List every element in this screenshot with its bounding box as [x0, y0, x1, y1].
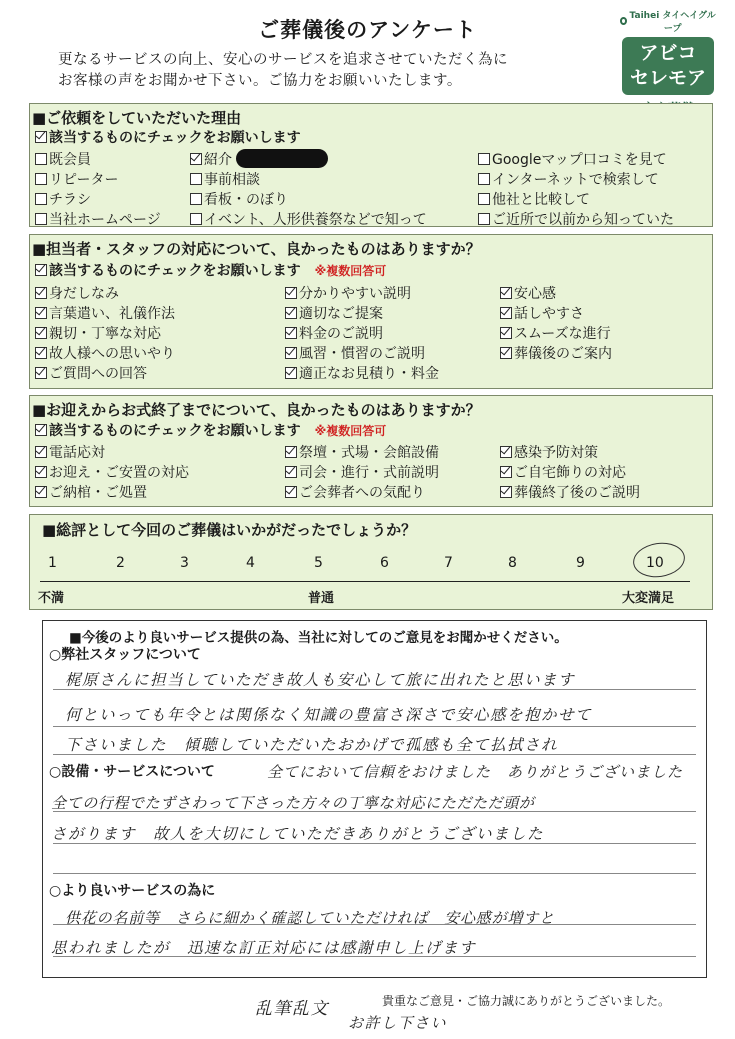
scale-number[interactable]: 2	[116, 555, 125, 571]
section-staff: ■担当者・スタッフの対応について、良かったものはありますか？ 該当するものにチェックをお願いします ※複数回答可 身だしなみ 分かりやすい説明 安心感 言葉遣い、礼儀作法 適切なご提案 話しやすさ 親切・丁寧な対応 料金のご説明 スムーズな進行 故人様への思いやり 風習・慣習のご説明 葬儀後のご案内 ご質問への回答 適正なお見積り・料金	[29, 234, 713, 389]
handwritten-improve-1: 供花の名前等 さらに細かく確認していただければ 安心感が増すと	[65, 909, 555, 927]
handwritten-footer-2: お許し下さい	[348, 1014, 448, 1032]
scale-high-label: 大変満足	[622, 591, 675, 606]
section-reason: ■ご依頼をしていただいた理由 該当するものにチェックをお願いします 既会員 紹介 Googleマップ口コミを見て リピーター 事前相談 インターネットで検索して チラシ 看板・のぼり 他社と比較して 当社ホームページ イベント、人形供養祭などで知って ご近所で以前から知っていた	[29, 103, 713, 227]
scale-number[interactable]: 9	[576, 555, 585, 571]
checkbox[interactable]	[35, 173, 47, 185]
facility-label: ○設備・サービスについて	[49, 764, 215, 780]
checkbox[interactable]	[500, 446, 512, 458]
redaction	[236, 149, 328, 168]
section-heading: ■総評として今回のご葬儀はいかがだったでしょうか？	[42, 521, 417, 539]
checkbox[interactable]	[35, 424, 47, 436]
scale-number[interactable]: 3	[180, 555, 189, 571]
handwritten-improve-2: 思われましたが 迅速な訂正対応には感謝申し上げます	[51, 939, 477, 957]
checkbox[interactable]	[500, 347, 512, 359]
scale-low-label: 不満	[38, 591, 65, 606]
checkbox[interactable]	[190, 193, 202, 205]
handwritten-facility-2: さがります 故人を大切にしていただきありがとうございました	[51, 825, 545, 843]
section-heading: ■担当者・スタッフの対応について、良かったものはありますか？	[32, 240, 481, 258]
checkbox[interactable]	[190, 213, 202, 225]
handwritten-staff-1: 梶原さんに担当していただき故人も安心して旅に出れたと思います	[65, 671, 576, 689]
checkbox[interactable]	[285, 327, 297, 339]
checkbox[interactable]	[35, 193, 47, 205]
section-ceremony: ■お迎えからお式終了までについて、良かったものはありますか？ 該当するものにチェックをお願いします ※複数回答可 電話応対 祭壇・式場・会館設備 感染予防対策 お迎え・ご安置の対応 司会・進行・式前説明 ご自宅飾りの対応 ご納棺・ご処置 ご会葬者への気配り 葬儀終了後のご説明	[29, 395, 713, 507]
checkbox[interactable]	[478, 193, 490, 205]
section-rating	[29, 514, 713, 610]
checkbox[interactable]	[190, 173, 202, 185]
comments-box	[42, 620, 707, 978]
scale-number[interactable]: 5	[314, 555, 323, 571]
improve-label: ○より良いサービスの為に	[49, 883, 216, 899]
handwritten-staff-2: 何といっても年令とは関係なく知識の豊富さ深さで安心感を抱かせて	[65, 706, 593, 724]
group-mark-icon	[620, 17, 627, 25]
thanks-text: 貴重なご意見・ご協力誠にありがとうございました。	[382, 994, 671, 1008]
handwritten-facility-0: 全てにおいて信頼をおけました ありがとうございました	[267, 763, 684, 781]
checkbox[interactable]	[500, 287, 512, 299]
brand-logo: Taihei タイヘイグループ アビコ セレモア	[620, 8, 716, 117]
checkbox[interactable]	[35, 287, 47, 299]
checkbox[interactable]	[35, 466, 47, 478]
checkbox[interactable]	[285, 367, 297, 379]
checkbox[interactable]	[285, 486, 297, 498]
scale-number[interactable]: 10	[646, 555, 664, 571]
checkbox[interactable]	[35, 264, 47, 276]
scale-number[interactable]: 7	[444, 555, 453, 571]
intro-text: 更なるサービスの向上、安心のサービスを追求させていただく為に お客様の声をお聞かせ下さい。ご協力をお願いいたします。	[58, 52, 508, 89]
checkbox[interactable]	[35, 367, 47, 379]
scale-number[interactable]: 8	[508, 555, 517, 571]
handwritten-staff-3: 下さいました 傾聴していただいたおかげで孤感も全て払拭され	[65, 736, 559, 754]
handwritten-footer-1: 乱筆乱文	[255, 999, 329, 1019]
checkbox[interactable]	[35, 131, 47, 143]
checkbox[interactable]	[35, 307, 47, 319]
scale-line	[40, 581, 690, 582]
checkbox[interactable]	[478, 153, 490, 165]
checkbox[interactable]	[35, 213, 47, 225]
staff-label: ○弊社スタッフについて	[49, 647, 201, 663]
checkbox[interactable]	[285, 307, 297, 319]
checkbox[interactable]	[35, 327, 47, 339]
scale-number[interactable]: 6	[380, 555, 389, 571]
checkbox[interactable]	[500, 307, 512, 319]
checkbox[interactable]	[35, 153, 47, 165]
scale-mid-label: 普通	[308, 591, 335, 606]
handwritten-facility-1: 全ての行程でたずさわって下さった方々の丁寧な対応にただただ頭が	[51, 794, 535, 812]
checkbox[interactable]	[285, 347, 297, 359]
section-heading: ■お迎えからお式終了までについて、良かったものはありますか？	[32, 401, 481, 419]
checkbox[interactable]	[285, 446, 297, 458]
checkbox[interactable]	[285, 287, 297, 299]
checkbox[interactable]	[285, 466, 297, 478]
checkbox[interactable]	[190, 153, 202, 165]
scale-number[interactable]: 4	[246, 555, 255, 571]
checkbox[interactable]	[500, 327, 512, 339]
checkbox[interactable]	[500, 466, 512, 478]
checkbox[interactable]	[478, 213, 490, 225]
checkbox[interactable]	[478, 173, 490, 185]
selected-circle	[631, 540, 687, 581]
checkbox[interactable]	[500, 486, 512, 498]
scale-number[interactable]: 1	[48, 555, 57, 571]
section-heading: ■ご依頼をしていただいた理由	[32, 109, 242, 127]
comments-heading: ■今後のより良いサービス提供の為、当社に対してのご意見をお聞かせください。	[69, 630, 568, 646]
checkbox[interactable]	[35, 347, 47, 359]
checkbox[interactable]	[35, 446, 47, 458]
checkbox[interactable]	[35, 486, 47, 498]
page-title: ご葬儀後のアンケート	[258, 18, 477, 42]
